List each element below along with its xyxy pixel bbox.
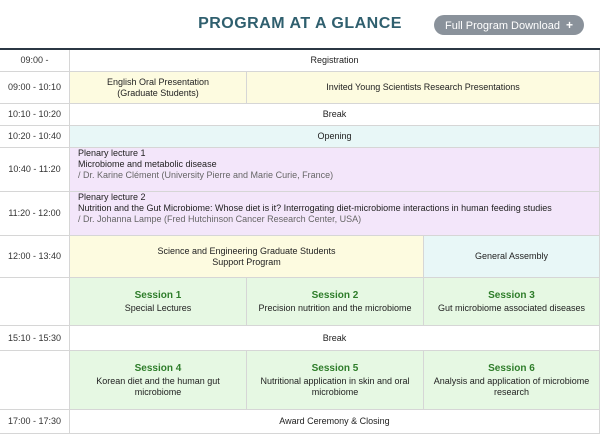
cell-line: Plenary lecture 1 (78, 148, 146, 158)
session-title: Session 3 (488, 289, 535, 301)
session-desc: Korean diet and the human gut microbiome (96, 375, 220, 397)
session-desc: Analysis and application of microbiome research (433, 375, 590, 397)
session-title: Session 6 (488, 362, 535, 374)
graduate-support-cell (70, 236, 424, 278)
plenary-lecture-2-cell (70, 192, 600, 236)
session-2-cell (247, 278, 424, 326)
session-4-cell (70, 351, 247, 410)
full-program-download-button[interactable] (434, 15, 584, 35)
header (0, 0, 600, 48)
download-label: Full Program Download (445, 20, 560, 32)
time-cell: 11:20 - 12:00 (0, 192, 70, 236)
award-ceremony-cell: Award Ceremony & Closing (70, 410, 600, 434)
general-assembly-cell: General Assembly (424, 236, 600, 278)
session-desc: Special Lectures (124, 302, 192, 313)
time-cell: 10:40 - 11:20 (0, 148, 70, 192)
cell-line: Microbiome and metabolic disease (78, 159, 217, 169)
time-cell: 09:00 - 10:10 (0, 72, 70, 104)
time-cell: 10:20 - 10:40 (0, 126, 70, 148)
session-3-cell (424, 278, 600, 326)
time-cell: 12:00 - 13:40 (0, 236, 70, 278)
session-title: Session 1 (134, 289, 182, 301)
opening-cell: Opening (70, 126, 600, 148)
time-cell: 10:10 - 10:20 (0, 104, 70, 126)
session-6-cell (424, 351, 600, 410)
session-desc: Precision nutrition and the microbiome (258, 302, 412, 313)
cell-line: (Graduate Students) (117, 87, 199, 98)
young-scientists-cell: Invited Young Scientists Research Presentations (247, 72, 600, 104)
program-table (0, 50, 600, 434)
break-cell: Break (70, 326, 600, 351)
cell-line: Science and Engineering Graduate Students (157, 245, 336, 256)
session-title: Session 2 (311, 289, 359, 301)
time-cell (0, 351, 70, 410)
cell-line: / Dr. Johanna Lampe (Fred Hutchinson Cancer Research Center, USA) (78, 214, 362, 224)
registration-cell: Registration (70, 50, 600, 72)
cell-line: Plenary lecture 2 (78, 192, 146, 202)
session-1-cell (70, 278, 247, 326)
cell-line: Support Program (212, 256, 281, 267)
page-title: PROGRAM AT A GLANCE (198, 15, 402, 32)
time-cell: 17:00 - 17:30 (0, 410, 70, 434)
session-title: Session 4 (134, 362, 182, 374)
time-cell: 09:00 - (0, 50, 70, 72)
break-cell: Break (70, 104, 600, 126)
session-desc: Gut microbiome associated diseases (437, 302, 586, 313)
cell-line: / Dr. Karine Clément (University Pierre and Marie Curie, France) (78, 170, 334, 180)
session-title: Session 5 (311, 362, 359, 374)
plenary-lecture-1-cell (70, 148, 600, 192)
session-5-cell (247, 351, 424, 410)
cell-line: English Oral Presentation (106, 76, 210, 87)
time-cell (0, 278, 70, 326)
cell-line: Nutrition and the Gut Microbiome: Whose diet is it? Interrogating diet-microbiome interactions in human feeding studies (78, 203, 552, 213)
plus-icon: + (565, 18, 573, 32)
english-oral-cell (70, 72, 247, 104)
time-cell: 15:10 - 15:30 (0, 326, 70, 351)
session-desc: Nutritional application in skin and oral microbiome (260, 375, 410, 397)
